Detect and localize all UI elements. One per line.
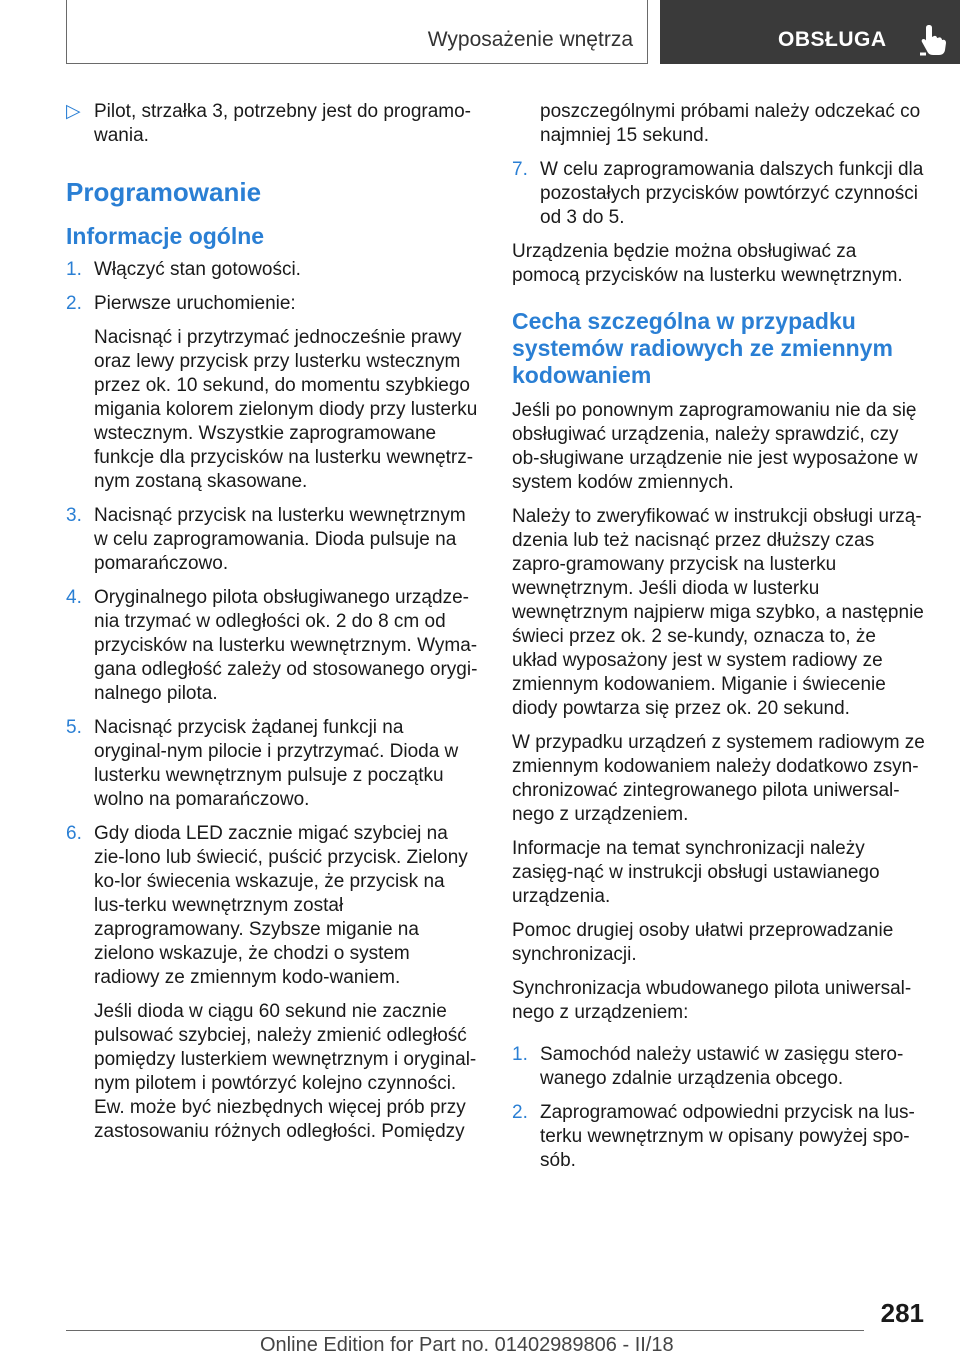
list-item <box>512 1101 926 1173</box>
step-text: Pierwsze uruchomienie: <box>94 293 296 314</box>
paragraph: Pomoc drugiej osoby ułatwi przeprowadzanie synchronizacji. <box>512 920 894 965</box>
hand-pointer-icon <box>916 22 950 56</box>
intro-text: Pilot, strzałka 3, potrzebny jest do programo-wania. <box>94 101 472 146</box>
step-number: 7. <box>512 159 528 180</box>
left-column <box>66 100 478 1154</box>
step-text: Oryginalnego pilota obsługiwanego urządze-nia trzymać w odległości ok. 2 do 8 cm od przycisków na lusterku wewnętrznym. Wyma-gana odległość zależy od stosowanego orygi-nalnego pilota. <box>94 587 478 704</box>
step-number: 6. <box>66 823 82 844</box>
step-detail: Jeśli dioda w ciągu 60 sekund nie zacznie pulsować szybciej, należy zmienić odległość pomiędzy lusterkiem wewnętrznym i oryginal-nym pilotem i powtórzyć kolejno czynności. Ew. może być niezbędnych więcej prób przy zastosowaniu różnych odległości. Pomiędzy <box>94 1001 477 1142</box>
header-section-title: Wyposażenie wnętrza <box>427 28 633 51</box>
step-number: 1. <box>66 259 82 280</box>
list-item <box>66 258 478 282</box>
step-number: 4. <box>66 587 82 608</box>
paragraph: W przypadku urządzeń z systemem radiowym ze zmiennym kodowaniem należy dodatkowo zsyn-chronizować zintegrowanego pilota uniwersal-nego z urządzeniem. <box>512 732 925 825</box>
intro-item <box>66 100 478 148</box>
list-item <box>66 586 478 706</box>
paragraph: Urządzenia będzie można obsługiwać za pomocą przycisków na lusterku wewnętrznym. <box>512 241 903 286</box>
list-item <box>66 716 478 812</box>
list-item <box>512 1043 926 1091</box>
step-detail: Nacisnąć i przytrzymać jednocześnie prawy oraz lewy przycisk przy lusterku wstecznym przez ok. 10 sekund, do momentu szybkiego migania kolorem zielonym diody przy lusterku wstecznym. Wszystkie zaprogramowane funkcje dla przycisków na lusterku wewnętrz-nym zostaną skasowane. <box>94 327 478 492</box>
list-item <box>512 158 926 230</box>
step-text: Samochód należy ustawić w zasięgu stero-wanego zdalnie urządzenia obcego. <box>540 1044 904 1089</box>
step-text: W celu zaprogramowania dalszych funkcji dla pozostałych przycisków powtórzyć czynności od 3 do 5. <box>540 159 924 228</box>
section-heading: Programowanie <box>66 177 262 207</box>
header-chapter-tab[interactable] <box>660 0 960 64</box>
footer-edition-text: Online Edition for Part no. 01402989806 - II/18 <box>260 1334 674 1356</box>
step-number: 5. <box>66 717 82 738</box>
step-text: Nacisnąć przycisk żądanej funkcji na oryginal-nym pilocie i przytrzymać. Dioda w lusterku wewnętrznym pulsuje z początku wolno na pomarańczowo. <box>94 717 459 810</box>
list-item <box>66 822 478 990</box>
step-number: 3. <box>66 505 82 526</box>
step-text: Zaprogramować odpowiedni przycisk na lus-terku wewnętrznym w opisany powyżej spo-sób. <box>540 1102 915 1171</box>
subsection-heading: Informacje ogólne <box>66 223 265 249</box>
step-text: Włączyć stan gotowości. <box>94 259 301 280</box>
step-text: Nacisnąć przycisk na lusterku wewnętrznym w celu zaprogramowania. Dioda pulsuje na pomarańczowo. <box>94 505 466 574</box>
list-item <box>66 292 478 316</box>
header-section-box <box>66 0 648 64</box>
footer-divider <box>66 1330 864 1331</box>
paragraph: Jeśli po ponownym zaprogramowaniu nie da się obsługiwać urządzenia, należy sprawdzić, czy ob-sługiwane urządzenie nie jest wyposażone w system kodów zmiennych. <box>512 400 918 493</box>
step-number: 2. <box>512 1102 528 1123</box>
paragraph: Synchronizacja wbudowanego pilota uniwersal-nego z urządzeniem: <box>512 978 912 1023</box>
section-heading: Cecha szczególna w przypadku systemów radiowych ze zmiennym kodowaniem <box>512 308 893 388</box>
page-number: 281 <box>880 1298 924 1328</box>
list-item <box>66 504 478 576</box>
step-text: Gdy dioda LED zacznie migać szybciej na zie-lono lub świecić, puścić przycisk. Zielony ko-lor świecenia wskazuje, że przycisk na lus-terku wewnętrznym został zaprogramowany. Szybsze miganie na zielono wskazuje, że chodzi o system radiowy ze zmiennym kodo-waniem. <box>94 823 468 988</box>
header-chapter-label: OBSŁUGA <box>778 28 887 51</box>
right-column <box>512 100 926 1183</box>
step-number: 1. <box>512 1044 528 1065</box>
paragraph: Informacje na temat synchronizacji należy zasięg-nąć w instrukcji obsługi ustawianego urządzenia. <box>512 838 880 907</box>
paragraph: Należy to zweryfikować w instrukcji obsługi urzą-dzenia lub też nacisnąć przez dłuższy czas zapro-gramowany przycisk na lusterku wewnętrznym. Jeśli dioda w lusterku wewnętrznym najpierw miga szybko, a następnie świeci przez ok. 2 se-kundy, oznacza to, że układ wyposażony jest w system radiowy ze zmiennym kodowaniem. Miganie i świecenie diody powtarza się przez ok. 20 sekund. <box>512 506 924 719</box>
step-number: 2. <box>66 293 82 314</box>
triangle-bullet-icon: ▷ <box>66 101 81 122</box>
step-detail-continued: poszczególnymi próbami należy odczekać co najmniej 15 sekund. <box>540 101 921 146</box>
